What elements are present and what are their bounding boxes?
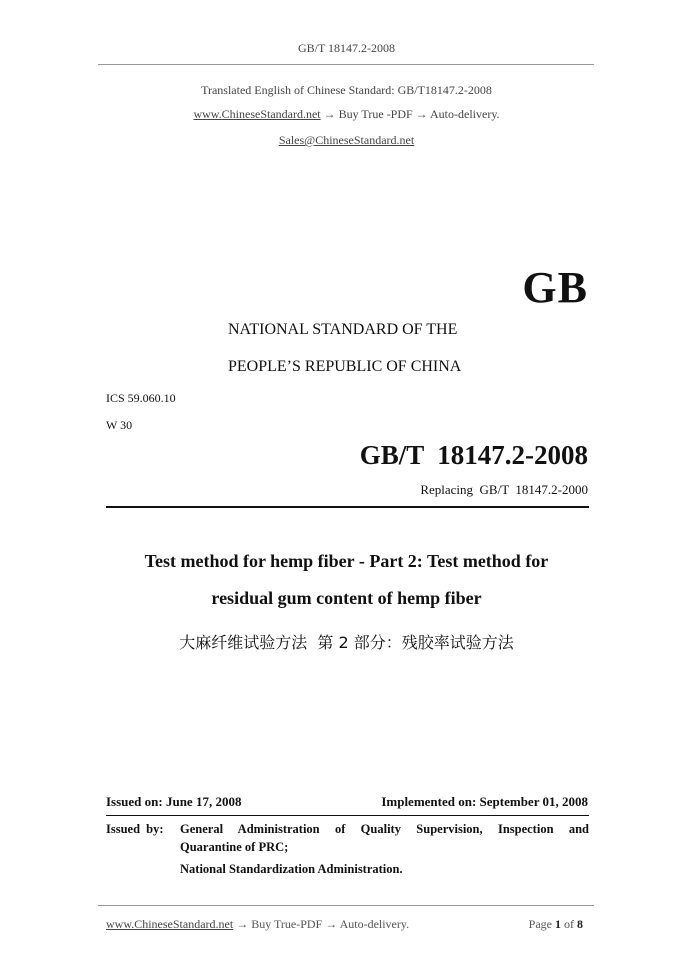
implemented-date: Implemented on: September 01, 2008	[381, 794, 588, 809]
standard-divider	[106, 506, 589, 508]
issued-by-line2: Quarantine of PRC;	[180, 840, 289, 854]
translation-notice: Translated English of Chinese Standard: GB/T18147.2-2008	[201, 83, 492, 97]
issued-by-label: Issued by:	[106, 822, 164, 836]
title-chinese: 大麻纤维试验方法 第 2 部分：残胶率试验方法	[179, 633, 514, 652]
sales-email-link[interactable]: Sales@ChineseStandard.net	[278, 133, 415, 147]
issued-by-line3: National Standardization Administration.	[180, 862, 403, 876]
sales-email-line	[0, 133, 693, 148]
page-current: 1	[555, 917, 561, 931]
standard-number: GB/T 18147.2-2008	[359, 440, 588, 470]
header-divider	[98, 64, 594, 65]
title-english-line1: Test method for hemp fiber - Part 2: Test method for	[144, 551, 549, 571]
footer-divider	[98, 905, 594, 906]
page-label: Page	[528, 917, 552, 931]
page-indicator	[529, 917, 583, 932]
title-english-line2: residual gum content of hemp fiber	[211, 588, 482, 608]
national-standard-line1: NATIONAL STANDARD OF THE	[228, 321, 458, 338]
page-total: 8	[577, 917, 583, 931]
ics-code: ICS 59.060.10	[106, 391, 176, 405]
issued-by-line1: General Administration of Quality Supervision, Inspection and	[180, 822, 589, 836]
footer-purchase-notice	[106, 917, 409, 932]
page-of: of	[564, 917, 574, 931]
ccs-code: W 30	[106, 418, 133, 432]
purchase-notice	[0, 107, 693, 122]
footer-purchase-text: → Buy True-PDF → Auto-delivery.	[233, 917, 410, 931]
gb-mark: GB	[522, 263, 588, 312]
running-header: GB/T 18147.2-2008	[297, 41, 396, 55]
purchase-text: → Buy True -PDF → Auto-delivery.	[320, 107, 500, 121]
site-link[interactable]: www.ChineseStandard.net	[193, 107, 321, 121]
replacing-note: Replacing GB/T 18147.2-2000	[420, 482, 588, 497]
footer-site-link[interactable]: www.ChineseStandard.net	[106, 917, 234, 931]
dates-divider	[106, 815, 589, 816]
issued-date: Issued on: June 17, 2008	[106, 794, 242, 809]
national-standard-line2: PEOPLE’S REPUBLIC OF CHINA	[228, 358, 462, 375]
